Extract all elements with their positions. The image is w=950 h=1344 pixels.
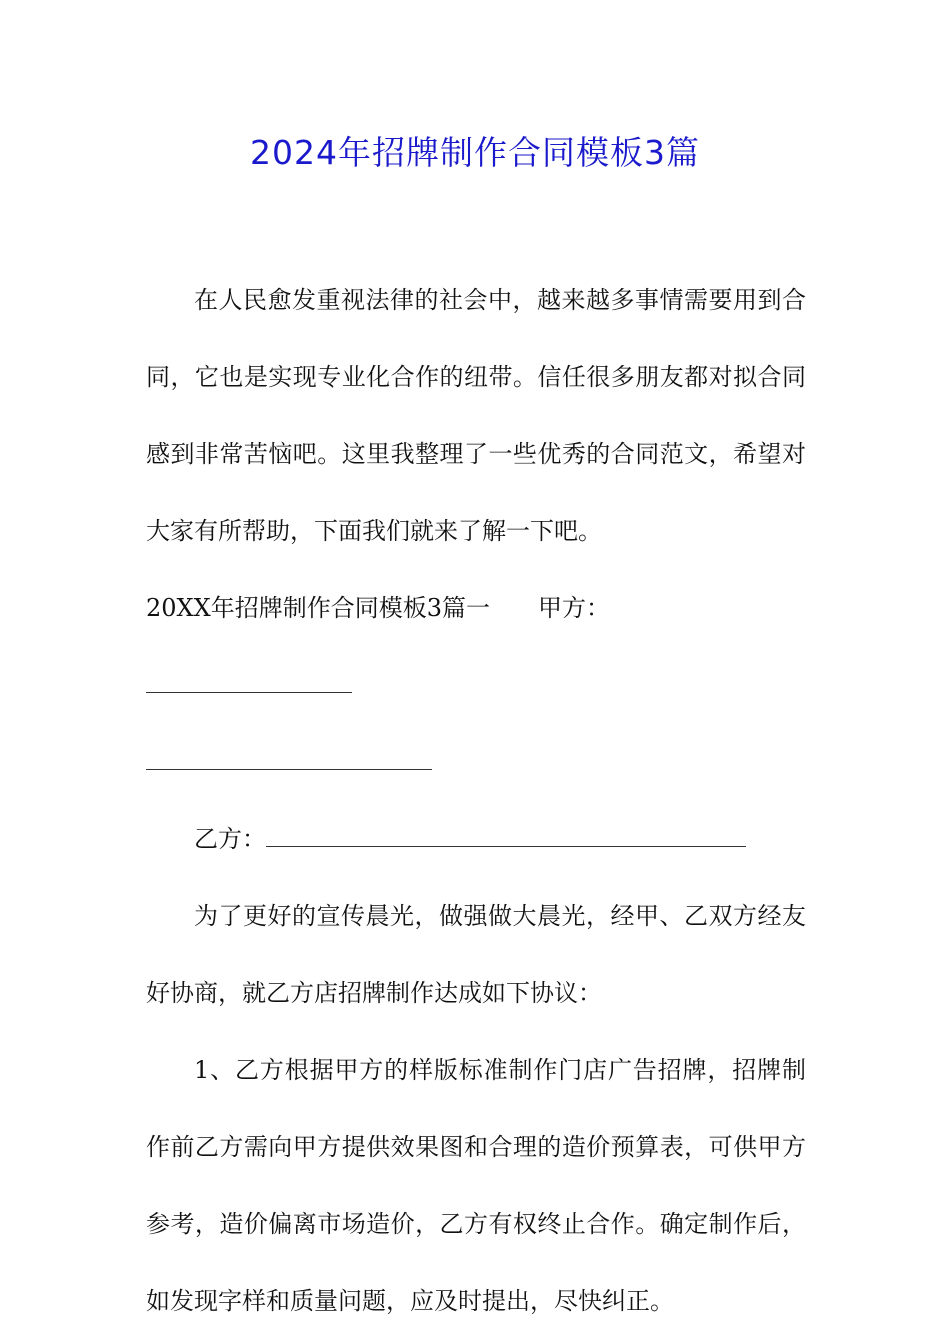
party-b-label: 乙方：: [194, 825, 266, 853]
party-b-line: [146, 801, 806, 878]
party-b-blank: [266, 824, 746, 847]
party-a-label: 甲方：: [537, 594, 610, 622]
intro-paragraph: 在人民愈发重视法律的社会中，越来越多事情需要用到合同，它也是实现专业化合作的纽带。信任很多朋友都对拟合同感到非常苦恼吧。这里我整理了一些优秀的合同范文，希望对大家有所帮助，下面我们就来了解一下吧。: [146, 286, 806, 545]
document-body: [146, 262, 806, 1340]
party-a-blank-continued: [146, 747, 432, 770]
section-heading-line: [146, 570, 806, 801]
party-a-blank: [146, 670, 352, 693]
section-heading: 20XX年招牌制作合同模板3篇一: [146, 594, 490, 622]
purpose-paragraph: 为了更好的宣传晨光，做强做大晨光，经甲、乙双方经友好协商，就乙方店招牌制作达成如下协议：: [146, 902, 806, 1007]
document-title: 2024年招牌制作合同模板3篇: [250, 133, 700, 172]
clause-1-paragraph: 1、乙方根据甲方的样版标准制作门店广告招牌，招牌制作前乙方需向甲方提供效果图和合理的造价预算表，可供甲方参考，造价偏离市场造价，乙方有权终止合作。确定制作后，如发现字样和质量问题，应及时提出，尽快纠正。: [146, 1056, 806, 1315]
